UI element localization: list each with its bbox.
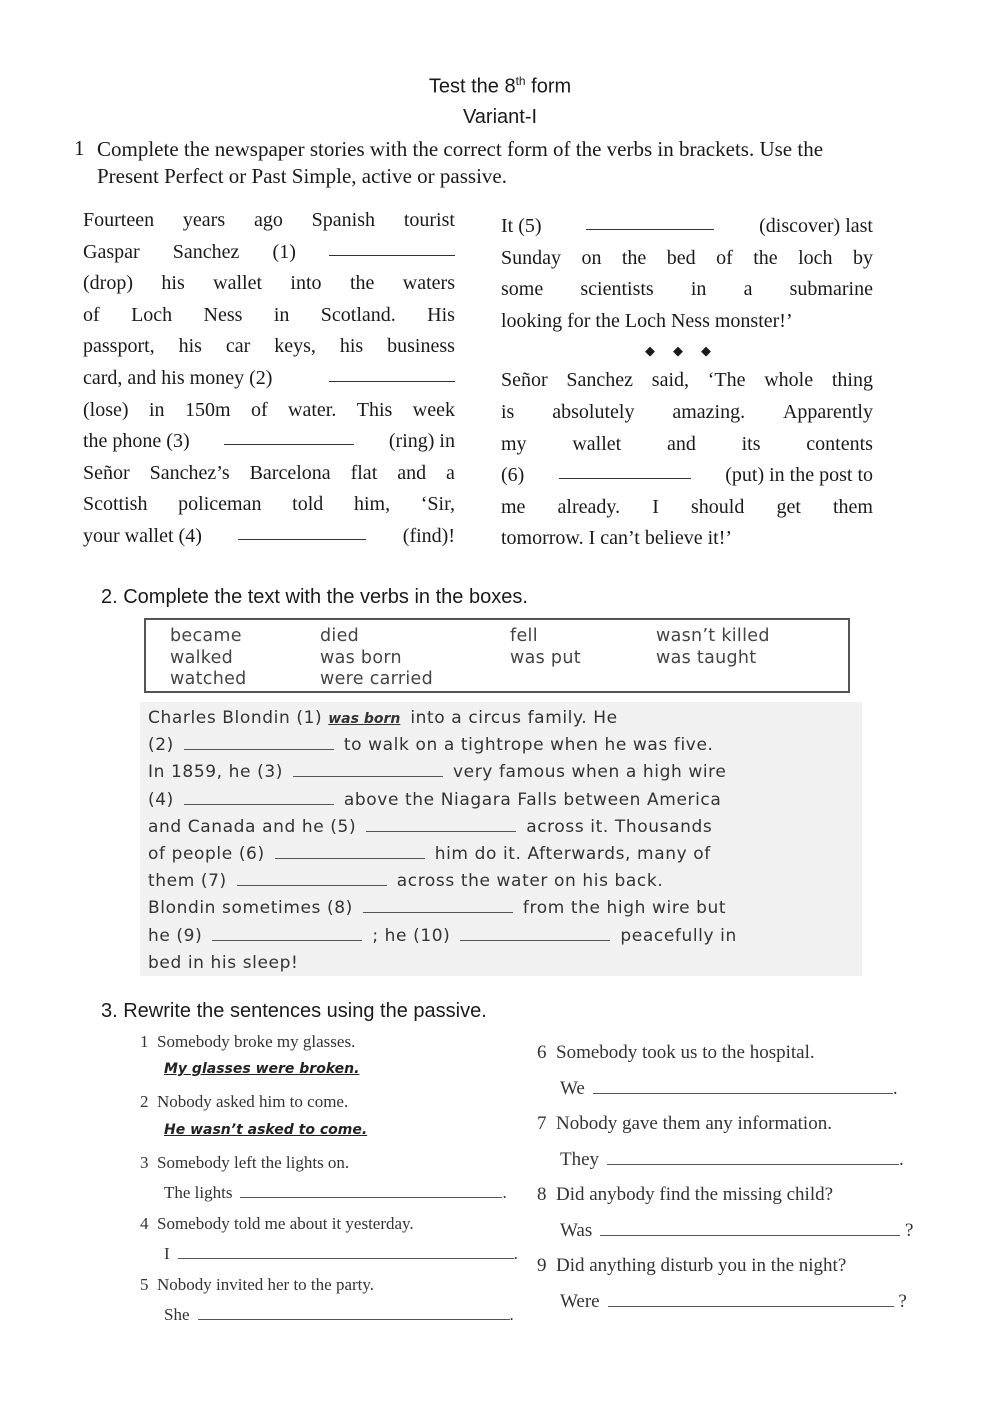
story-line: [501, 243, 873, 275]
word: (put) in the post to: [725, 464, 873, 487]
word: week: [412, 398, 455, 421]
word: on: [581, 246, 602, 269]
word: is: [501, 400, 515, 423]
word: the: [753, 246, 778, 269]
question-8: [537, 1184, 833, 1206]
word: Gaspar: [83, 240, 140, 263]
word: Sanchez: [566, 369, 634, 392]
word: (find)!: [402, 524, 455, 547]
text: to walk on a tightrope when he was five.: [343, 735, 714, 755]
word: This: [356, 398, 393, 421]
word: in: [273, 303, 290, 326]
word: the: [621, 246, 647, 269]
story-line: [83, 521, 455, 553]
text: him do it. Afterwards, many of: [434, 844, 711, 864]
word: contents: [806, 432, 873, 455]
story-line: [83, 395, 455, 427]
answer-start: They: [560, 1149, 600, 1170]
answer-line-8: [560, 1220, 913, 1242]
word: Apparently: [782, 400, 873, 423]
page-title: [0, 74, 1000, 99]
word: of: [716, 246, 733, 269]
text: ; he (10): [372, 926, 451, 946]
word: his: [339, 335, 364, 358]
word: Barcelona: [249, 461, 331, 484]
answer-line-6: [560, 1078, 898, 1100]
word: (ring) in: [388, 430, 455, 453]
story-line: [501, 492, 873, 524]
word: into: [290, 272, 322, 295]
answer-blank-3[interactable]: [293, 762, 443, 777]
answer-blank-10[interactable]: [460, 926, 610, 941]
question-text: Somebody took us to the hospital.: [556, 1042, 815, 1063]
text: them (7): [148, 871, 227, 891]
text-line: [148, 762, 726, 782]
word: waters: [402, 272, 455, 295]
box-word: was taught: [656, 648, 757, 668]
word: It (5): [501, 215, 542, 237]
word: ‘The: [707, 369, 746, 392]
answer-line-3: [164, 1183, 507, 1203]
word: already.: [557, 495, 621, 518]
question-number: 3: [140, 1153, 149, 1172]
question-5: [140, 1275, 374, 1295]
word: looking for the Loch Ness monster!’: [501, 309, 793, 332]
story-line: [501, 429, 873, 461]
word: Spanish: [311, 209, 376, 231]
word: should: [691, 495, 745, 518]
story-line: [501, 306, 873, 338]
answer-end: .: [892, 1078, 898, 1099]
word: Sanchez: [172, 240, 240, 263]
word: Señor: [83, 461, 130, 484]
story-line: [83, 363, 455, 395]
text: across it. Thousands: [526, 817, 713, 837]
answer-start: I: [164, 1244, 170, 1263]
word: him,: [353, 493, 391, 516]
box-word: died: [320, 626, 360, 646]
question-number: 7: [537, 1113, 547, 1134]
word: Ness: [203, 303, 243, 326]
word: and: [666, 432, 696, 455]
word: passport,: [83, 335, 155, 358]
text: and Canada and he (5): [148, 817, 357, 837]
question-text: Somebody left the lights on.: [157, 1153, 350, 1172]
box-word: became: [170, 626, 242, 646]
story-line: [83, 268, 455, 300]
answer-line-7: [560, 1149, 904, 1171]
question-number: 6: [537, 1042, 547, 1063]
word: of: [83, 303, 100, 326]
word: a: [743, 278, 753, 301]
text-line: [148, 817, 712, 837]
word: keys,: [274, 335, 316, 358]
section3-heading: 3. Rewrite the sentences using the passive.: [101, 1000, 487, 1022]
model-answer-2: He wasn’t asked to come.: [164, 1122, 368, 1138]
story-line: [83, 426, 455, 458]
text: he (9): [148, 926, 203, 946]
question-number: 2: [140, 1092, 149, 1111]
question-number: 4: [140, 1214, 149, 1233]
word: and: [397, 461, 427, 484]
text-line: [148, 844, 711, 864]
story-line: [83, 489, 455, 521]
story-line: [501, 274, 873, 306]
answer-blank-1[interactable]: [329, 237, 455, 256]
answer-blank-3[interactable]: [224, 426, 354, 445]
question-1: [140, 1032, 355, 1052]
question-text: Somebody told me about it yesterday.: [157, 1214, 414, 1233]
answer-start: The lights: [164, 1183, 233, 1202]
question-4: [140, 1214, 414, 1234]
word: his: [178, 335, 202, 358]
answer-start: We: [560, 1078, 585, 1099]
text: across the water on his back.: [396, 871, 664, 891]
word: (lose): [83, 398, 129, 421]
story-line: [501, 365, 873, 397]
question-number: 1: [140, 1032, 149, 1051]
answer-start: Were: [560, 1291, 600, 1312]
answer-end: .: [513, 1244, 518, 1263]
word: my: [501, 432, 527, 455]
word: business: [387, 335, 455, 358]
word-box: [144, 618, 850, 693]
text-line: [148, 898, 726, 918]
separator-stars: ◆◆◆: [645, 343, 729, 359]
text: Blondin sometimes (8): [148, 898, 353, 918]
story-left-column: [83, 205, 455, 553]
answer-blank[interactable]: [178, 1246, 514, 1259]
section1-instruction: Complete the newspaper stories with the correct form of the verbs in brackets. Use the Present Perfect or Past Simple, active or passive.: [97, 137, 824, 188]
text: above the Niagara Falls between America: [343, 790, 722, 810]
story-line: [501, 523, 873, 555]
question-text: Somebody broke my glasses.: [157, 1032, 356, 1051]
answer-blank[interactable]: [607, 1152, 899, 1165]
box-word: watched: [170, 669, 247, 689]
word: Loch: [131, 303, 173, 326]
word: thing: [831, 369, 873, 392]
question-text: Nobody invited her to the party.: [157, 1275, 375, 1294]
word: submarine: [789, 278, 873, 301]
word: Scotland.: [320, 303, 396, 326]
word: in: [148, 398, 165, 421]
text: peacefully in: [620, 926, 737, 946]
word: ago: [253, 209, 283, 231]
answer-blank-4[interactable]: [184, 790, 334, 805]
answer-line-9: [560, 1291, 907, 1313]
question-2: [140, 1092, 348, 1112]
title-text-end: form: [525, 75, 572, 98]
story-line: [83, 331, 455, 363]
answer-blank-6[interactable]: [559, 460, 691, 479]
answer-start: Was: [560, 1220, 593, 1241]
answer-blank[interactable]: [600, 1223, 900, 1236]
text-line: [148, 708, 618, 728]
text: into a circus family. He: [410, 708, 618, 728]
word: in: [690, 278, 707, 301]
question-9: [537, 1255, 846, 1277]
answer-line-4: [164, 1244, 518, 1264]
answer-start: She: [164, 1305, 190, 1324]
question-text: Did anybody find the missing child?: [556, 1184, 834, 1205]
answer-end: .: [509, 1305, 514, 1324]
text-line: [148, 790, 721, 810]
word: years: [182, 209, 226, 231]
word: loch: [798, 246, 833, 269]
word: wallet: [572, 432, 622, 455]
word: ‘Sir,: [420, 493, 455, 516]
text: In 1859, he (3): [148, 762, 283, 782]
word: its: [741, 432, 761, 455]
title-text: Test the 8: [428, 75, 516, 98]
text: (4): [148, 790, 174, 810]
answer-blank[interactable]: [240, 1185, 502, 1198]
word: Sanchez’s: [149, 461, 230, 484]
word: by: [852, 246, 873, 269]
word: card, and his money (2): [83, 366, 273, 389]
box-word: was put: [510, 648, 581, 668]
box-word: was born: [320, 648, 402, 668]
word: of: [250, 398, 268, 421]
story-line: [83, 237, 455, 269]
answer-blank-7[interactable]: [237, 871, 387, 886]
word: them: [833, 495, 873, 518]
variant-label: Variant-I: [462, 106, 538, 128]
word: (6): [501, 464, 525, 487]
answer-blank-5[interactable]: [366, 817, 516, 832]
story-line: [83, 205, 455, 237]
answer-blank-8[interactable]: [363, 898, 513, 913]
word: whole: [764, 369, 814, 392]
word: policeman: [178, 493, 262, 516]
word: amazing.: [672, 400, 746, 423]
word: your wallet (4): [83, 524, 202, 547]
story-line: [83, 458, 455, 490]
text-line: [148, 953, 298, 973]
text: very famous when a high wire: [452, 762, 727, 782]
answer-end: .: [899, 1149, 904, 1170]
example-answer: was born: [328, 711, 401, 727]
answer-blank-2[interactable]: [329, 363, 455, 382]
word: absolutely: [552, 400, 635, 423]
word: his: [161, 272, 185, 295]
story-right-column: [501, 211, 873, 555]
word: water.: [288, 398, 337, 421]
word: get: [776, 495, 801, 518]
text-line: [148, 735, 714, 755]
answer-blank[interactable]: [198, 1307, 510, 1320]
question-number: 5: [140, 1275, 149, 1294]
box-word: walked: [170, 648, 234, 668]
text: from the high wire but: [522, 898, 727, 918]
word: Fourteen: [83, 209, 155, 231]
question-number: 9: [537, 1255, 547, 1276]
box-word: were carried: [320, 669, 433, 689]
box-word: fell: [510, 626, 538, 646]
model-answer-1: My glasses were broken.: [164, 1061, 360, 1077]
word: Señor: [501, 369, 548, 392]
text-line: [148, 871, 663, 891]
word: (1): [272, 240, 296, 263]
question-7: [537, 1113, 832, 1135]
question-text: Nobody asked him to come.: [157, 1092, 349, 1111]
word: the: [349, 272, 375, 295]
answer-blank[interactable]: [608, 1294, 894, 1307]
text: (2): [148, 735, 174, 755]
word: wallet: [213, 272, 263, 295]
word: 150m: [184, 398, 231, 421]
answer-blank-9[interactable]: [212, 926, 362, 941]
word: me: [501, 495, 526, 518]
question-6: [537, 1042, 815, 1064]
word: some: [501, 278, 544, 301]
story-line: [501, 460, 873, 492]
question-3: [140, 1153, 349, 1173]
word: flat: [350, 461, 378, 484]
text-line: [148, 926, 737, 946]
answer-end: ?: [905, 1220, 914, 1241]
word: car: [225, 335, 251, 358]
word: said,: [651, 369, 689, 392]
word: bed: [666, 246, 696, 269]
word: (discover) last: [759, 215, 873, 237]
word: (drop): [83, 272, 133, 295]
story-line: [83, 300, 455, 332]
word: I: [652, 495, 659, 518]
question-text: Nobody gave them any information.: [556, 1113, 832, 1134]
question-number: 8: [537, 1184, 547, 1205]
answer-line-5: [164, 1305, 514, 1325]
answer-end: .: [502, 1183, 507, 1202]
answer-blank-4[interactable]: [238, 521, 366, 540]
answer-blank-6[interactable]: [275, 844, 425, 859]
box-word: wasn’t killed: [656, 626, 770, 646]
section1-number: 1: [74, 136, 85, 160]
text: bed in his sleep!: [148, 953, 299, 973]
section2-heading: 2. Complete the text with the verbs in the boxes.: [101, 586, 528, 608]
story-line: [501, 397, 873, 429]
title-superscript: th: [515, 74, 526, 88]
answer-blank-5[interactable]: [586, 211, 714, 230]
word: His: [427, 303, 455, 326]
question-text: Did anything disturb you in the night?: [556, 1255, 847, 1276]
answer-blank-2[interactable]: [184, 735, 334, 750]
word: the phone (3): [83, 430, 190, 453]
answer-end: ?: [898, 1291, 907, 1312]
word: told: [292, 493, 324, 516]
text: of people (6): [148, 844, 265, 864]
text: Charles Blondin (1): [148, 708, 323, 728]
word: a: [446, 461, 455, 484]
word: Scottish: [83, 493, 148, 516]
answer-blank[interactable]: [593, 1081, 893, 1094]
word: scientists: [580, 278, 654, 301]
word: tourist: [403, 209, 455, 231]
story-line: [501, 211, 873, 243]
word: tomorrow. I can’t believe it!’: [501, 527, 733, 550]
word: Sunday: [501, 246, 561, 269]
